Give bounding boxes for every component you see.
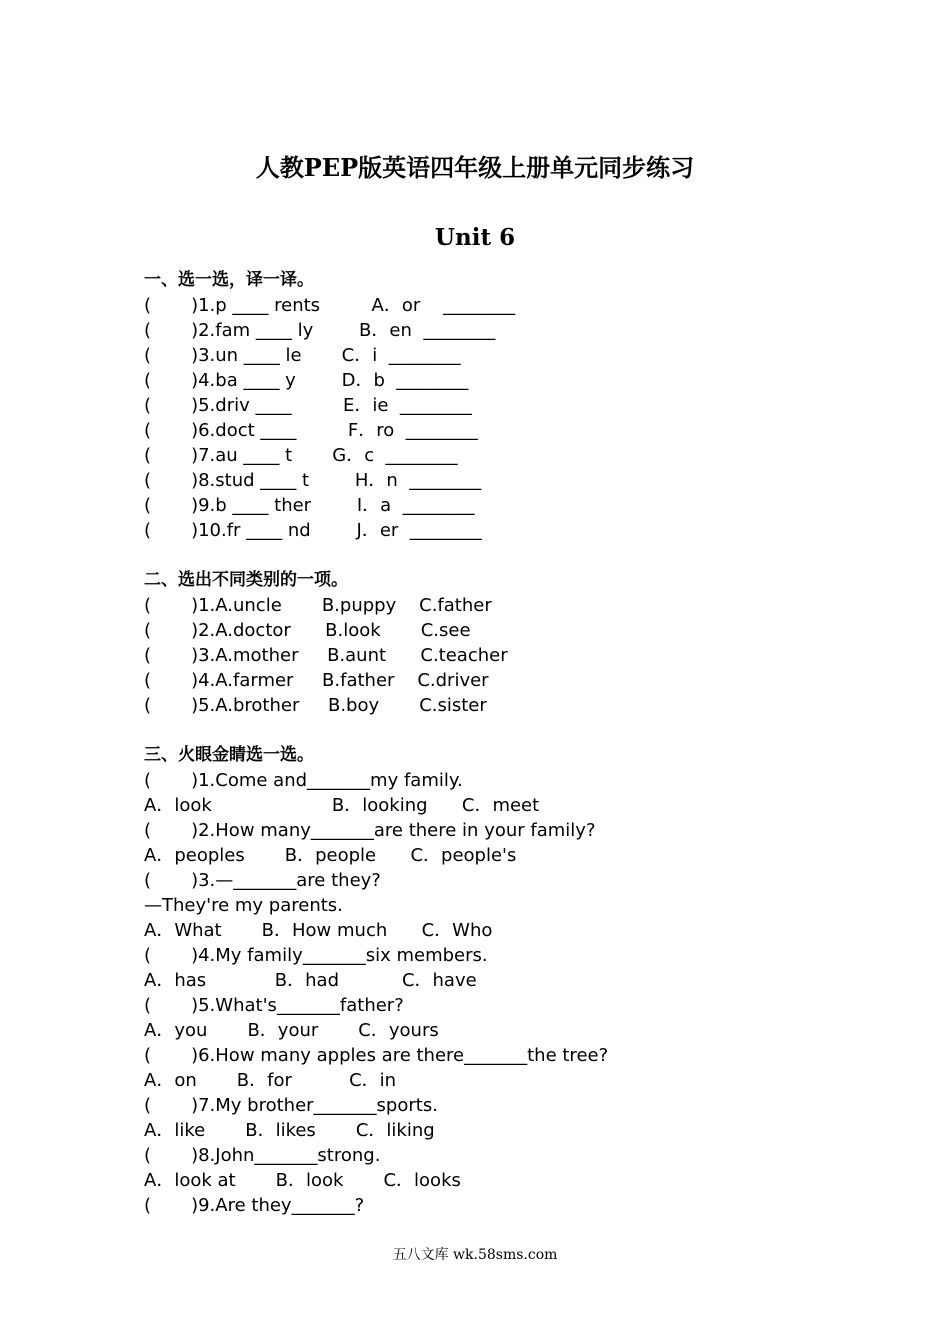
answer-options: A．What B．How much C．Who [144, 920, 493, 941]
exercise-line: ( )1.A.uncle B.puppy C.father [144, 595, 492, 616]
answer-options: A．you B．your C．yours [144, 1020, 439, 1041]
exercise-content [144, 268, 864, 1218]
section-spacer [144, 543, 864, 568]
exercise-line: ( )5.driv ____ E．ie ________ [144, 395, 472, 416]
exercise-line: ( )2.fam ____ ly B．en ________ [144, 320, 496, 341]
section-heading: 三、火眼金睛选一选。 [144, 745, 314, 765]
exercise-line: ( )9.Are they_______? [144, 1195, 365, 1216]
answer-options: A．look at B．look C．looks [144, 1170, 461, 1191]
section-2 [144, 568, 864, 718]
exercise-line: ( )7.au ____ t G．c ________ [144, 445, 458, 466]
exercise-line: ( )6.doct ____ F．ro ________ [144, 420, 478, 441]
exercise-line: ( )5.What's_______father? [144, 995, 404, 1016]
section-heading: 二、选出不同类别的一项。 [144, 570, 348, 590]
section-1 [144, 268, 864, 543]
answer-options: A．like B．likes C．liking [144, 1120, 435, 1141]
exercise-line: ( )10.fr ____ nd J．er ________ [144, 520, 482, 541]
footer-watermark: 五八文库 wk.58sms.com [392, 1247, 558, 1263]
unit-title: Unit 6 [434, 224, 516, 251]
exercise-line: ( )3.A.mother B.aunt C.teacher [144, 645, 508, 666]
exercise-line: ( )7.My brother_______sports. [144, 1095, 438, 1116]
exercise-line: ( )8.John_______strong. [144, 1145, 381, 1166]
exercise-line: —They're my parents. [144, 895, 343, 916]
exercise-line: ( )1.Come and_______my family. [144, 770, 463, 791]
exercise-line: ( )4.My family_______six members. [144, 945, 488, 966]
answer-options: A．peoples B．people C．people's [144, 845, 517, 866]
exercise-line: ( )3.—_______are they? [144, 870, 381, 891]
section-3 [144, 743, 864, 1218]
answer-options: A．look B．looking C．meet [144, 795, 540, 816]
exercise-line: ( )6.How many apples are there_______the tree? [144, 1045, 609, 1066]
exercise-line: ( )5.A.brother B.boy C.sister [144, 695, 487, 716]
section-spacer [144, 718, 864, 743]
exercise-line: ( )8.stud ____ t H．n ________ [144, 470, 482, 491]
exercise-line: ( )2.How many_______are there in your family? [144, 820, 596, 841]
exercise-line: ( )4.ba ____ y D．b ________ [144, 370, 469, 391]
section-heading: 一、选一选，译一译。 [144, 270, 314, 290]
document-title: 人教PEP版英语四年级上册单元同步练习 [255, 153, 695, 182]
answer-options: A．has B．had C．have [144, 970, 477, 991]
exercise-line: ( )9.b ____ ther I．a ________ [144, 495, 475, 516]
exercise-line: ( )2.A.doctor B.look C.see [144, 620, 471, 641]
answer-options: A．on B．for C．in [144, 1070, 397, 1091]
exercise-line: ( )4.A.farmer B.father C.driver [144, 670, 489, 691]
exercise-line: ( )1.p ____ rents A．or ________ [144, 295, 516, 316]
exercise-line: ( )3.un ____ le C．i ________ [144, 345, 461, 366]
